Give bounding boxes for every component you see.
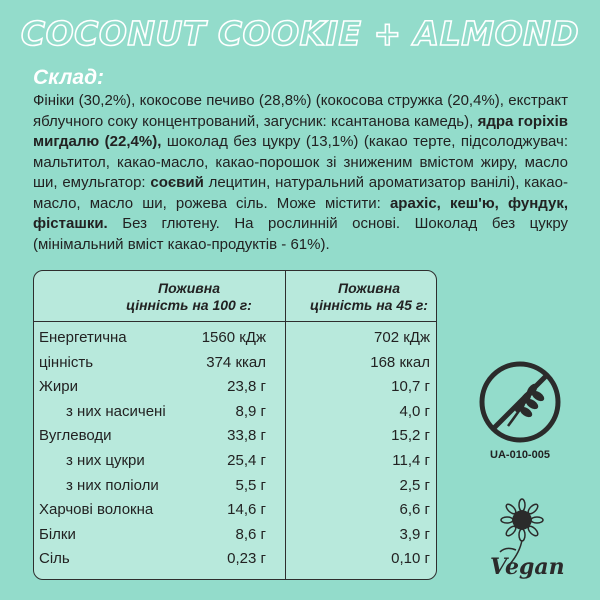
table-row	[34, 351, 436, 376]
nutrient-label: Вуглеводи	[39, 427, 112, 445]
value-per-45g: 3,9 г	[399, 525, 430, 543]
table-row	[34, 547, 436, 572]
nutrient-label: цінність	[39, 353, 94, 371]
value-per-100g: 25,4 г	[227, 451, 266, 469]
header-per-45g: Поживна цінність на 45 г:	[310, 280, 428, 313]
table-row	[34, 523, 436, 548]
value-per-45g: 6,6 г	[399, 501, 430, 519]
value-per-100g: 1560 кДж	[201, 329, 266, 346]
ingredient-text: Фініки (30,2%), кокосове печиво (28,8%) (кокосова стружка (20,4%), екстракт яблучного соку концентрований, загусник: ксантанова камедь),	[33, 92, 568, 130]
table-row	[34, 400, 436, 425]
value-per-100g: 8,6 г	[235, 525, 266, 543]
nutrient-label: Енергетична	[39, 329, 127, 346]
nutrition-table-header	[34, 271, 436, 322]
nutrient-label: з них цукри	[66, 451, 145, 469]
nutrient-label: Сіль	[39, 550, 70, 568]
value-per-45g: 11,4 г	[392, 451, 430, 469]
table-row	[34, 449, 436, 474]
value-per-100g: 23,8 г	[227, 378, 266, 396]
table-row	[34, 498, 436, 523]
value-per-45g: 10,7 г	[391, 378, 430, 396]
nutrient-label: Харчові волокна	[39, 501, 154, 519]
header-per-100g: Поживна цінність на 100 г:	[126, 280, 252, 313]
ingredient-highlight: ядра горіхів мигдалю (22,4%),	[33, 112, 568, 150]
value-per-45g: 15,2 г	[391, 427, 430, 445]
ingredient-highlight: арахіс, кеш'ю, фундук, фісташки.	[33, 194, 568, 232]
ingredients-heading: Склад:	[33, 66, 105, 89]
value-per-45g: 702 кДж	[374, 329, 430, 346]
nutrient-label: з них насичені	[66, 402, 166, 420]
value-per-100g: 14,6 г	[227, 501, 266, 519]
nutrition-table-body	[34, 326, 436, 572]
table-row	[34, 474, 436, 499]
ingredients-text	[33, 91, 568, 255]
table-row	[34, 375, 436, 400]
nutrient-label: з них поліоли	[66, 476, 159, 494]
value-per-100g: 8,9 г	[235, 402, 266, 420]
nutrient-label: Жири	[39, 378, 78, 396]
table-row	[34, 326, 436, 351]
ingredient-text: шоколад без цукру (13,1%) (какао терте, підсолоджувач: мальтитол, какао-масло, какао-порошок зі зниженим вмістом жиру, масло ши, емульгатор:	[33, 133, 568, 191]
ingredient-highlight: соєвий	[150, 174, 204, 191]
value-per-100g: 33,8 г	[227, 427, 266, 445]
product-title: COCONUT COOKIE + ALMOND	[20, 14, 580, 53]
table-row	[34, 424, 436, 449]
crossed-grain-icon	[470, 360, 570, 445]
ingredient-text: лецитин, натуральний ароматизатор ванілі), какао-масло, масло ши, рожева сіль. Може містити:	[33, 174, 568, 212]
value-per-45g: 4,0 г	[399, 402, 430, 420]
value-per-45g: 0,10 г	[391, 550, 430, 568]
vegan-label: Vegan	[490, 554, 565, 580]
value-per-100g: 374 ккал	[206, 353, 266, 371]
gluten-free-code: UA-010-005	[490, 449, 550, 461]
value-per-100g: 5,5 г	[235, 476, 266, 494]
value-per-45g: 2,5 г	[399, 476, 430, 494]
ingredient-text: Без глютену. На рослинній основі. Шоколад без цукру (мінімальний вміст какао-продуктів - 61%).	[33, 215, 568, 253]
nutrient-label: Білки	[39, 525, 76, 543]
nutrition-table	[33, 270, 437, 580]
value-per-100g: 0,23 г	[227, 550, 266, 568]
vegan-sunflower-icon	[480, 498, 570, 580]
value-per-45g: 168 ккал	[370, 353, 430, 371]
